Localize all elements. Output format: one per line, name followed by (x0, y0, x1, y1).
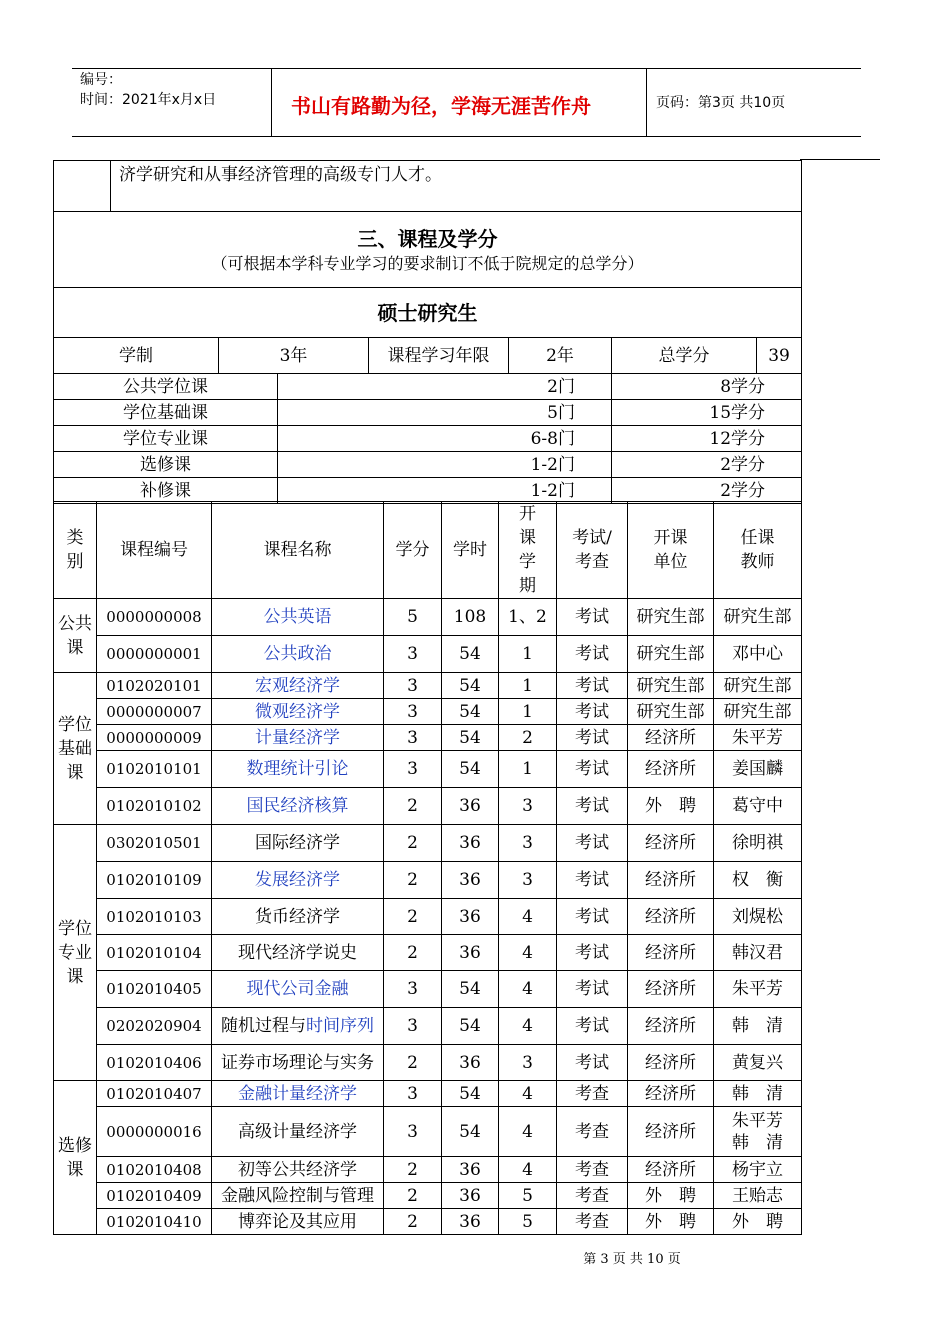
course-row (54, 1209, 802, 1235)
course-row (54, 788, 802, 825)
course-name-plain: 随机过程与 (221, 1016, 306, 1036)
course-credit: 2 (384, 1183, 442, 1209)
course-table (53, 501, 802, 1235)
course-code: 0102010102 (97, 788, 212, 825)
course-teacher: 外 聘 (714, 1209, 802, 1235)
course-row (54, 599, 802, 636)
course-exam: 考试 (557, 699, 628, 725)
course-term: 4 (499, 1081, 557, 1107)
summary-row: 学位专业课 6-8门 12学分 (54, 426, 802, 452)
header-divider-right (646, 68, 647, 136)
header-extra-rule (800, 159, 880, 160)
course-exam: 考查 (557, 1209, 628, 1235)
course-name: 证券市场理论与实务 (212, 1045, 384, 1081)
course-row (54, 725, 802, 751)
course-exam: 考查 (557, 1107, 628, 1157)
course-credit: 3 (384, 1008, 442, 1045)
course-credit: 3 (384, 751, 442, 788)
course-code: 0102010104 (97, 935, 212, 971)
category-cell: 学位基础课 (54, 673, 97, 825)
course-name: 现代经济学说史 (212, 935, 384, 971)
course-term: 4 (499, 1008, 557, 1045)
course-teacher: 研究生部 (714, 599, 802, 636)
course-code: 0102010407 (97, 1081, 212, 1107)
course-name[interactable]: 国民经济核算 (212, 788, 384, 825)
course-dept: 经济所 (628, 1157, 714, 1183)
course-dept: 经济所 (628, 1081, 714, 1107)
course-hours: 54 (442, 1081, 499, 1107)
course-teacher: 刘熀松 (714, 899, 802, 935)
category-cell: 选修课 (54, 1081, 97, 1235)
course-row (54, 673, 802, 699)
column-header: 课程名称 (212, 502, 384, 599)
course-code: 0102010101 (97, 751, 212, 788)
course-dept: 经济所 (628, 899, 714, 935)
total-credit-label: 总学分 (612, 338, 757, 374)
course-term: 1 (499, 751, 557, 788)
course-hours: 54 (442, 725, 499, 751)
course-dept: 经济所 (628, 1045, 714, 1081)
course-exam: 考试 (557, 788, 628, 825)
course-row (54, 1107, 802, 1157)
course-row (54, 699, 802, 725)
course-hours: 36 (442, 935, 499, 971)
course-dept: 外 聘 (628, 1209, 714, 1235)
category-cell: 学位专业课 (54, 825, 97, 1081)
course-row (54, 1081, 802, 1107)
course-exam: 考试 (557, 673, 628, 699)
course-credit: 3 (384, 699, 442, 725)
course-hours: 36 (442, 825, 499, 862)
header-bottom-rule (72, 136, 861, 137)
course-dept: 经济所 (628, 971, 714, 1008)
course-exam: 考试 (557, 751, 628, 788)
course-row (54, 1045, 802, 1081)
course-code: 0000000009 (97, 725, 212, 751)
course-teacher: 徐明祺 (714, 825, 802, 862)
course-name[interactable]: 微观经济学 (212, 699, 384, 725)
course-dept: 经济所 (628, 935, 714, 971)
course-credit: 3 (384, 1081, 442, 1107)
course-term: 2 (499, 725, 557, 751)
course-dept: 经济所 (628, 862, 714, 899)
course-credit: 3 (384, 1107, 442, 1157)
course-name: 货币经济学 (212, 899, 384, 935)
course-row (54, 751, 802, 788)
course-hours: 54 (442, 636, 499, 673)
course-hours: 54 (442, 971, 499, 1008)
course-name: 国际经济学 (212, 825, 384, 862)
course-code: 0102010405 (97, 971, 212, 1008)
course-dept: 外 聘 (628, 1183, 714, 1209)
course-exam: 考试 (557, 1008, 628, 1045)
course-name[interactable] (212, 1008, 384, 1045)
course-years-value: 2年 (509, 338, 612, 374)
course-name: 博弈论及其应用 (212, 1209, 384, 1235)
course-code: 0102010409 (97, 1183, 212, 1209)
course-row (54, 899, 802, 935)
course-code: 0302010501 (97, 825, 212, 862)
course-dept: 经济所 (628, 1107, 714, 1157)
course-term: 1 (499, 636, 557, 673)
summary-row: 学位基础课 5门 15学分 (54, 400, 802, 426)
column-header: 开课学期 (499, 502, 557, 599)
course-term: 5 (499, 1183, 557, 1209)
study-length-value: 3年 (219, 338, 369, 374)
course-exam: 考试 (557, 935, 628, 971)
course-teacher: 葛守中 (714, 788, 802, 825)
course-hours: 108 (442, 599, 499, 636)
course-exam: 考查 (557, 1157, 628, 1183)
course-teacher: 王贻志 (714, 1183, 802, 1209)
program-title: 硕士研究生 (54, 288, 802, 338)
course-credit: 2 (384, 788, 442, 825)
course-credit: 2 (384, 899, 442, 935)
course-row (54, 971, 802, 1008)
course-hours: 36 (442, 788, 499, 825)
course-row (54, 862, 802, 899)
course-code: 0000000008 (97, 599, 212, 636)
column-header: 考试/考查 (557, 502, 628, 599)
header-top-rule (72, 68, 861, 69)
course-teacher: 研究生部 (714, 673, 802, 699)
course-dept: 研究生部 (628, 636, 714, 673)
course-teacher: 研究生部 (714, 699, 802, 725)
course-credit: 3 (384, 636, 442, 673)
course-credit: 2 (384, 935, 442, 971)
course-credit: 2 (384, 1209, 442, 1235)
course-name[interactable]: 现代公司金融 (212, 971, 384, 1008)
course-code: 0102010406 (97, 1045, 212, 1081)
course-code: 0202020904 (97, 1008, 212, 1045)
course-credit: 3 (384, 673, 442, 699)
document-number-label: 编号： (80, 72, 122, 88)
course-code: 0000000016 (97, 1107, 212, 1157)
course-term: 4 (499, 971, 557, 1008)
course-row (54, 636, 802, 673)
course-hours: 54 (442, 751, 499, 788)
course-teacher (714, 1107, 802, 1157)
section-title: 三、课程及学分 (357, 226, 498, 251)
course-code: 0000000001 (97, 636, 212, 673)
course-dept: 外 聘 (628, 788, 714, 825)
course-teacher: 邓中心 (714, 636, 802, 673)
course-term: 3 (499, 1045, 557, 1081)
course-teacher: 韩 清 (714, 1081, 802, 1107)
total-credit-value: 39 (757, 338, 802, 374)
course-hours: 54 (442, 1008, 499, 1045)
course-exam: 考试 (557, 971, 628, 1008)
teacher-line: 韩 清 (732, 1132, 783, 1153)
course-dept: 研究生部 (628, 599, 714, 636)
course-name[interactable]: 数理统计引论 (212, 751, 384, 788)
course-dept: 研究生部 (628, 673, 714, 699)
course-dept: 经济所 (628, 1008, 714, 1045)
course-row (54, 1008, 802, 1045)
course-name-link[interactable]: 时间序列 (306, 1016, 374, 1036)
course-term: 4 (499, 1157, 557, 1183)
column-header: 任课教师 (714, 502, 802, 599)
course-hours: 36 (442, 1045, 499, 1081)
course-credit: 2 (384, 1045, 442, 1081)
course-exam: 考试 (557, 899, 628, 935)
course-term: 3 (499, 862, 557, 899)
course-teacher: 杨宇立 (714, 1157, 802, 1183)
course-exam: 考查 (557, 1183, 628, 1209)
course-term: 4 (499, 899, 557, 935)
course-teacher: 韩 清 (714, 1008, 802, 1045)
course-credit: 3 (384, 725, 442, 751)
course-dept: 经济所 (628, 725, 714, 751)
course-name: 初等公共经济学 (212, 1157, 384, 1183)
course-exam: 考试 (557, 599, 628, 636)
header-divider-left (271, 68, 272, 136)
course-credit: 5 (384, 599, 442, 636)
course-credit: 2 (384, 862, 442, 899)
summary-row: 选修课 1-2门 2学分 (54, 452, 802, 478)
course-row (54, 825, 802, 862)
course-dept: 经济所 (628, 751, 714, 788)
course-teacher: 黄复兴 (714, 1045, 802, 1081)
course-row (54, 1157, 802, 1183)
course-code: 0102010410 (97, 1209, 212, 1235)
course-row (54, 935, 802, 971)
summary-row: 补修课 1-2门 2学分 (54, 478, 802, 504)
course-code: 0102020101 (97, 673, 212, 699)
column-header: 课程编号 (97, 502, 212, 599)
course-name[interactable]: 公共政治 (212, 636, 384, 673)
course-code: 0102010103 (97, 899, 212, 935)
section-note: （可根据本学科专业学习的要求制订不低于院规定的总学分） (211, 253, 644, 273)
category-cell: 公共课 (54, 599, 97, 673)
course-hours: 54 (442, 1107, 499, 1157)
course-name[interactable]: 金融计量经济学 (212, 1081, 384, 1107)
course-exam: 考试 (557, 862, 628, 899)
course-years-label: 课程学习年限 (369, 338, 509, 374)
course-name[interactable]: 宏观经济学 (212, 673, 384, 699)
column-header: 开课单位 (628, 502, 714, 599)
course-term: 1 (499, 699, 557, 725)
intro-text: 济学研究和从事经济管理的高级专门人才。 (111, 161, 802, 212)
teacher-line: 朱平芳 (732, 1110, 783, 1131)
page-number-label: 页码：第3页 共10页 (656, 95, 786, 111)
column-header-row (54, 502, 802, 599)
course-hours: 54 (442, 699, 499, 725)
column-header: 学分 (384, 502, 442, 599)
course-term: 1 (499, 673, 557, 699)
course-term: 3 (499, 788, 557, 825)
course-exam: 考查 (557, 1081, 628, 1107)
course-code: 0000000007 (97, 699, 212, 725)
course-term: 4 (499, 935, 557, 971)
course-name: 高级计量经济学 (212, 1107, 384, 1157)
course-teacher: 朱平芳 (714, 971, 802, 1008)
course-teacher: 姜国麟 (714, 751, 802, 788)
page-footer: 第 3 页 共 10 页 (583, 1252, 681, 1267)
course-name[interactable]: 发展经济学 (212, 862, 384, 899)
course-term: 4 (499, 1107, 557, 1157)
course-credit: 3 (384, 971, 442, 1008)
course-credit: 2 (384, 1157, 442, 1183)
course-code: 0102010408 (97, 1157, 212, 1183)
study-length-label: 学制 (54, 338, 219, 374)
section-header-cell (54, 212, 802, 288)
course-exam: 考试 (557, 636, 628, 673)
course-hours: 36 (442, 862, 499, 899)
course-exam: 考试 (557, 1045, 628, 1081)
course-dept: 研究生部 (628, 699, 714, 725)
course-code: 0102010109 (97, 862, 212, 899)
program-overview-table (53, 160, 802, 504)
course-term: 3 (499, 825, 557, 862)
course-hours: 36 (442, 1209, 499, 1235)
summary-row: 公共学位课 2门 8学分 (54, 374, 802, 400)
intro-left-cell (54, 161, 111, 212)
course-hours: 54 (442, 673, 499, 699)
header-motto: 书山有路勤为径，学海无涯苦作舟 (291, 94, 591, 118)
course-term: 1、2 (499, 599, 557, 636)
course-exam: 考试 (557, 725, 628, 751)
course-name: 金融风险控制与管理 (212, 1183, 384, 1209)
course-teacher: 权 衡 (714, 862, 802, 899)
course-dept: 经济所 (628, 825, 714, 862)
course-name[interactable]: 计量经济学 (212, 725, 384, 751)
course-teacher: 韩汉君 (714, 935, 802, 971)
course-term: 5 (499, 1209, 557, 1235)
course-exam: 考试 (557, 825, 628, 862)
document-time-label: 时间：2021年x月x日 (80, 92, 217, 108)
course-hours: 36 (442, 1157, 499, 1183)
course-teacher: 朱平芳 (714, 725, 802, 751)
course-row (54, 1183, 802, 1209)
course-credit: 2 (384, 825, 442, 862)
course-name[interactable]: 公共英语 (212, 599, 384, 636)
course-hours: 36 (442, 899, 499, 935)
course-hours: 36 (442, 1183, 499, 1209)
column-header: 类别 (54, 502, 97, 599)
column-header: 学时 (442, 502, 499, 599)
